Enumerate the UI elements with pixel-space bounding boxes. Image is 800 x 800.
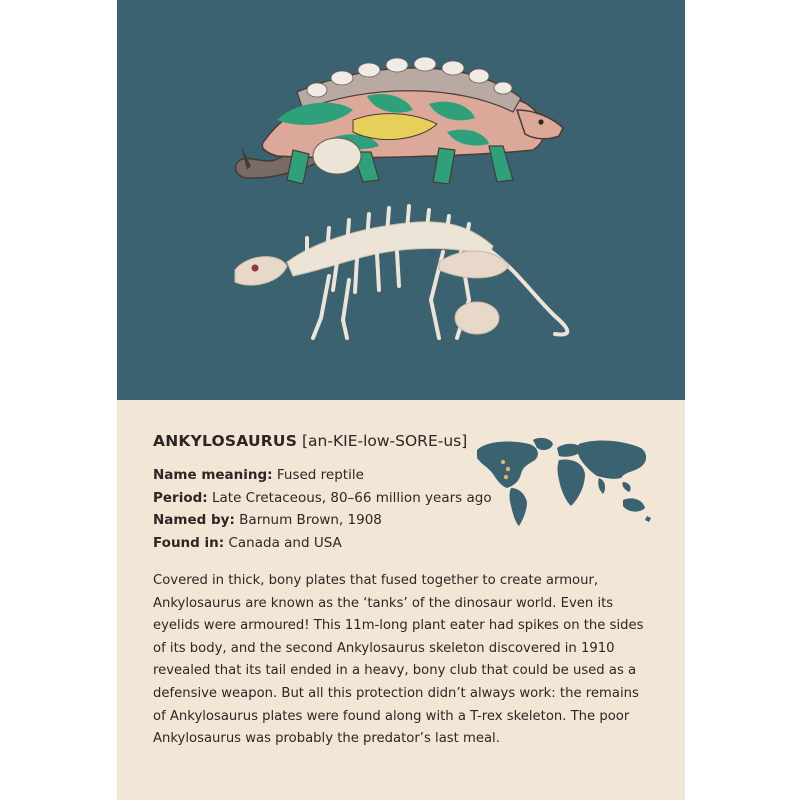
fact-name-meaning	[153, 464, 473, 487]
fact-value: Barnum Brown, 1908	[239, 512, 382, 528]
dinosaur-title	[153, 432, 467, 450]
ankylosaurus-skeleton-illustration	[235, 206, 567, 338]
fact-found-in	[153, 532, 473, 555]
facts-list	[153, 464, 492, 554]
fact-label: Found in:	[153, 534, 225, 551]
fact-period	[153, 487, 492, 510]
dinosaur-card	[117, 0, 685, 800]
fact-label: Named by:	[153, 512, 235, 528]
dinosaur-name: ANKYLOSAURUS	[153, 432, 298, 450]
fact-label: Name meaning:	[153, 467, 273, 483]
fact-value: Late Cretaceous, 80–66 million years ago	[211, 489, 492, 506]
info-panel	[117, 400, 685, 800]
fact-named-by	[153, 509, 473, 532]
fact-value: Fused reptile	[276, 467, 364, 483]
fact-value: Canada and USA	[228, 534, 342, 551]
illustration-panel	[117, 0, 685, 400]
location-dot-icon	[501, 460, 505, 464]
pronunciation: [an-KIE-low-SORE-us]	[302, 432, 468, 450]
description: Covered in thick, bony plates that fused together to create armour, Ankylosaurus are known as the ‘tanks’ of the dinosaur world. Even its eyelids were armoured! This 11m-long plant eater had spikes on the sides of its body, and the second Ankylosaurus skeleton discovered in 1910 revealed that its tail ended in a heavy, bony club that could be used as a defensive weapon. But all this protection didn’t always work: the remains of Ankylosaurus plates were found along with a T-rex skeleton. The poor Ankylosaurus was probably the predator’s last meal.	[153, 573, 644, 747]
world-map-icon	[473, 436, 653, 528]
fact-label: Period:	[153, 489, 208, 506]
location-dot-icon	[504, 475, 508, 479]
location-dot-icon	[506, 467, 510, 471]
ankylosaurus-illustration	[236, 57, 563, 184]
